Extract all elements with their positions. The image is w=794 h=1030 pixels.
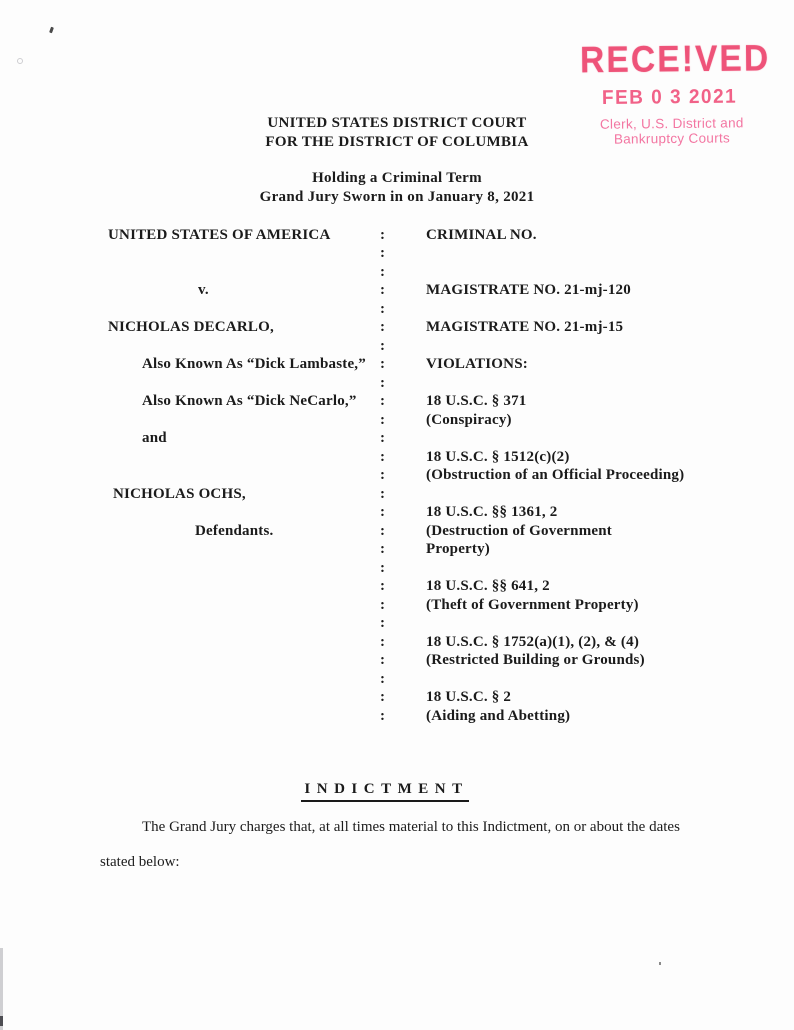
caption-row: [100, 689, 740, 708]
defendants-label: Defendants.: [195, 522, 274, 539]
term-line-1: Holding a Criminal Term: [312, 170, 482, 186]
indictment-heading: INDICTMENT: [301, 781, 468, 802]
statute-1-description: (Conspiracy): [426, 411, 512, 428]
caption-row: [100, 282, 740, 301]
caption-colon: :: [380, 578, 386, 595]
caption-colon: :: [380, 504, 386, 521]
caption-row: [100, 578, 740, 597]
statute-2: 18 U.S.C. § 1512(c)(2): [426, 448, 570, 465]
criminal-no-label: CRIMINAL NO.: [426, 226, 537, 243]
statute-6-description: (Aiding and Abetting): [426, 707, 571, 724]
caption-colon: :: [380, 652, 386, 669]
caption-colon: :: [380, 337, 386, 354]
magistrate-no-1: MAGISTRATE NO. 21-mj-120: [426, 282, 631, 299]
caption-row: [100, 300, 740, 319]
caption-row: [100, 559, 740, 578]
plaintiff-name: UNITED STATES OF AMERICA: [108, 226, 331, 243]
clerk-line-2: Bankruptcy Courts: [613, 130, 731, 147]
statute-1: 18 U.S.C. § 371: [426, 393, 527, 410]
statute-4: 18 U.S.C. §§ 641, 2: [426, 578, 550, 595]
caption-row: [100, 430, 740, 449]
charging-paragraph: [100, 810, 700, 880]
caption-colon: :: [380, 541, 386, 558]
caption-row: [100, 226, 740, 245]
statute-4-description: (Theft of Government Property): [426, 596, 639, 613]
caption-row: [100, 615, 740, 634]
defendant-1-aka-1: Also Known As “Dick Lambaste,”: [142, 356, 366, 373]
statute-5-description: (Restricted Building or Grounds): [426, 652, 645, 669]
caption-colon: :: [380, 430, 386, 447]
statute-3: 18 U.S.C. §§ 1361, 2: [426, 504, 558, 521]
caption-colon: :: [380, 411, 386, 428]
defendant-1-name: NICHOLAS DECARLO,: [108, 319, 274, 336]
caption-row: [100, 652, 740, 671]
caption-row: [100, 374, 740, 393]
caption-row: [100, 596, 740, 615]
statute-6: 18 U.S.C. § 2: [426, 689, 512, 706]
caption-row: [100, 485, 740, 504]
and-conjunction: and: [142, 430, 167, 447]
caption-row: [100, 633, 740, 652]
scan-speckle: [49, 27, 54, 34]
caption-colon: :: [380, 633, 386, 650]
caption-colon: :: [380, 226, 386, 243]
caption-row: [100, 411, 740, 430]
indictment-heading-wrap: [100, 781, 694, 802]
caption-colon: :: [380, 282, 386, 299]
caption-row: [100, 263, 740, 282]
caption-row: [100, 504, 740, 523]
charging-paragraph-line-1: The Grand Jury charges that, at all times material to this Indictment, on or about the dates: [142, 819, 680, 835]
caption-colon: :: [380, 448, 386, 465]
caption-colon: :: [380, 522, 386, 539]
statute-2-description: (Obstruction of an Official Proceeding): [426, 467, 685, 484]
statute-3-description-2: Property): [426, 541, 490, 558]
magistrate-no-2: MAGISTRATE NO. 21-mj-15: [426, 319, 624, 336]
caption-colon: :: [380, 615, 386, 632]
caption-colon: :: [380, 596, 386, 613]
received-stamp-text: RECE!VED: [579, 36, 771, 81]
term-block: [100, 169, 694, 207]
caption-row: [100, 319, 740, 338]
caption-colon: :: [380, 300, 386, 317]
court-name-line-2: FOR THE DISTRICT OF COLUMBIA: [265, 134, 529, 150]
caption-colon: :: [380, 393, 386, 410]
caption-colon: :: [380, 245, 386, 262]
charging-paragraph-line-2: stated below:: [100, 854, 180, 870]
statute-5: 18 U.S.C. § 1752(a)(1), (2), & (4): [426, 633, 640, 650]
scan-speckle: [659, 962, 661, 965]
received-stamp-date: FEB 0 3 2021: [601, 85, 738, 110]
caption-row: [100, 467, 740, 486]
clerk-line-1: Clerk, U.S. District and: [599, 115, 744, 132]
term-line-2: Grand Jury Sworn in on January 8, 2021: [259, 189, 535, 205]
caption-colon: :: [380, 670, 386, 687]
caption-row: [100, 356, 740, 375]
caption-colon: :: [380, 485, 386, 502]
court-header: [100, 114, 694, 207]
case-caption: [100, 226, 740, 726]
caption-colon: :: [380, 356, 386, 373]
violations-label: VIOLATIONS:: [426, 356, 528, 373]
defendant-2-name: NICHOLAS OCHS,: [113, 485, 246, 502]
caption-row: [100, 541, 740, 560]
versus-label: v.: [198, 282, 209, 299]
caption-row: [100, 245, 740, 264]
scan-speckle: [17, 58, 23, 64]
caption-colon: :: [380, 374, 386, 391]
caption-colon: :: [380, 559, 386, 576]
caption-colon: :: [380, 467, 386, 484]
court-name-line-1: UNITED STATES DISTRICT COURT: [267, 115, 527, 131]
defendant-1-aka-2: Also Known As “Dick NeCarlo,”: [142, 393, 357, 410]
statute-3-description-1: (Destruction of Government: [426, 522, 612, 539]
caption-colon: :: [380, 319, 386, 336]
caption-row: [100, 393, 740, 412]
caption-row: [100, 522, 740, 541]
caption-row: [100, 448, 740, 467]
caption-colon: :: [380, 689, 386, 706]
caption-row: [100, 670, 740, 689]
caption-colon: :: [380, 263, 386, 280]
caption-row: [100, 707, 740, 726]
caption-row: [100, 337, 740, 356]
scan-edge-mark: [0, 1016, 3, 1026]
caption-colon: :: [380, 707, 386, 724]
